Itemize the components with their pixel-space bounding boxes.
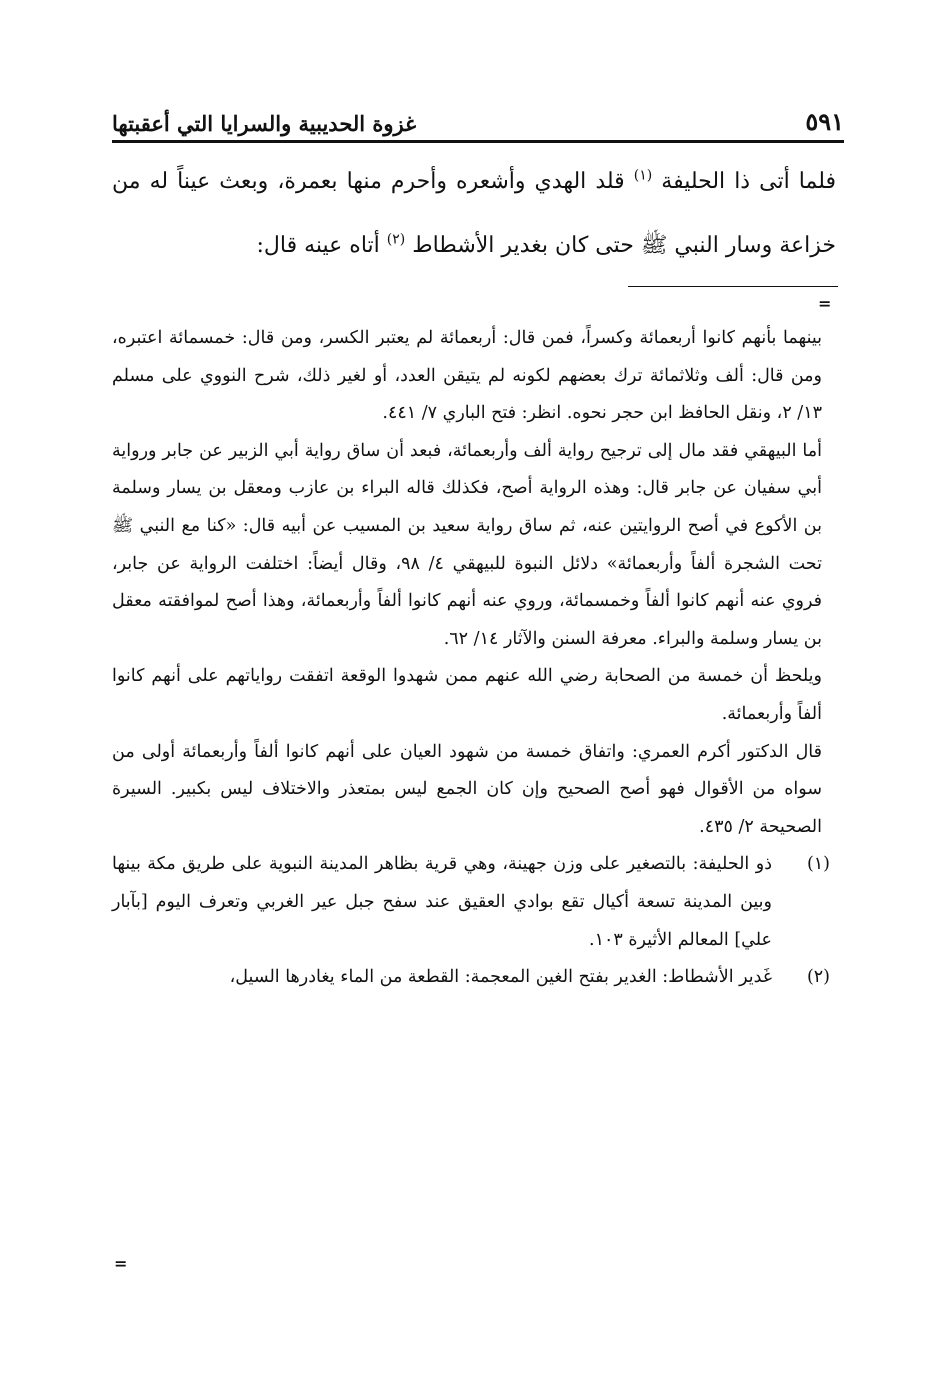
footnote-text: ذو الحليفة: بالتصغير على وزن جهينة، وهي قرية بظاهر المدينة النبوية على طريق مكة بينها وبين المدينة تسعة أكيال تقع بوادي العقيق عند سفح جبل عير الغربي وتعرف اليوم [بآبار علي] المعالم الأثيرة ١٠٣. — [112, 854, 772, 950]
footnotes — [112, 320, 830, 997]
main-text — [112, 150, 836, 278]
main-paragraph — [112, 150, 836, 278]
footnote-separator — [628, 286, 838, 287]
footnote-continued-paragraph: أما البيهقي فقد مال إلى ترجيح رواية ألف وأربعمائة، فبعد أن ساق رواية أبي الزبير عن جابر ورواية أبي سفيان عن جابر قال: وهذه الرواية أصح، فكذلك قاله البراء بن عازب ومعقل بن يسار وسلمة بن الأكوع في أصح الروايتين عنه، ثم ساق رواية سعيد بن المسيب عن أبيه قال: «كنا مع النبي ﷺ تحت الشجرة ألفاً وأربعمائة» دلائل النبوة للبيهقي ٤/ ٩٨، وقال أيضاً: اختلفت الرواية عن جابر، فروي عنه أنهم كانوا ألفاً وخمسمائة، وروي عنه أنهم كانوا ألفاً وأربعمائة، وهذا أصح لموافقته معقل بن يسار وسلمة والبراء. معرفة السنن والآثار ١٤/ ٦٢. — [112, 440, 822, 649]
footnote-continued-paragraph: قال الدكتور أكرم العمري: واتفاق خمسة من شهود العيان على أنهم كانوا ألفاً وأربعمائة أولى من سواه من الأقوال فهو أصح الصحيح وإن كان الجمع ليس بمتعذر والاختلاف ليس بكبير. السيرة الصحيحة ٢/ ٤٣٥. — [112, 741, 822, 837]
footnote-continued-paragraph: ويلحظ أن خمسة من الصحابة رضي الله عنهم ممن شهدوا الوقعة اتفقت رواياتهم على أنهم كانوا ألفاً وأربعمائة. — [112, 666, 822, 724]
main-text-segment-2: قلد الهدي وأشعره وأحرم منها بعمرة، وبعث عيناً له من خزاعة وسار النبي ﷺ حتى كان بغدير الأشطاط — [112, 169, 836, 258]
main-text-segment-3: أتاه عينه قال: — [256, 233, 380, 258]
running-header — [112, 100, 844, 136]
footnote-2 — [112, 959, 830, 997]
footnote-text: غَدير الأشطاط: الغدير بفتح الغين المعجمة: القطعة من الماء يغادرها السيل، — [229, 967, 772, 988]
running-title: غزوة الحديبية والسرايا التي أعقبتها — [112, 111, 417, 136]
main-text-segment-1: فلما أتى ذا الحليفة — [661, 169, 837, 194]
header-rule — [112, 140, 844, 143]
footnote-ref-1: (١) — [633, 167, 653, 184]
footnote-1 — [112, 846, 830, 959]
continuation-mark-top: = — [818, 294, 832, 313]
footnote-number: (٢) — [806, 967, 830, 988]
continuation-mark-bottom: = — [114, 1254, 128, 1273]
page-number: ٥٩١ — [805, 107, 844, 136]
footnote-ref-2: (٢) — [386, 231, 406, 248]
footnote-continued-paragraph: بينهما بأنهم كانوا أربعمائة وكسراً، فمن قال: أربعمائة لم يعتبر الكسر، ومن قال: خمسمائة اعتبره، ومن قال: ألف وثلاثمائة ترك بعضهم لكونه لم يتيقن العدد، أو لغير ذلك، شرح النووي على مسلم ١٣/ ٢، ونقل الحافظ ابن حجر نحوه. انظر: فتح الباري ٧/ ٤٤١. — [112, 328, 822, 424]
footnote-number: (١) — [806, 854, 830, 875]
